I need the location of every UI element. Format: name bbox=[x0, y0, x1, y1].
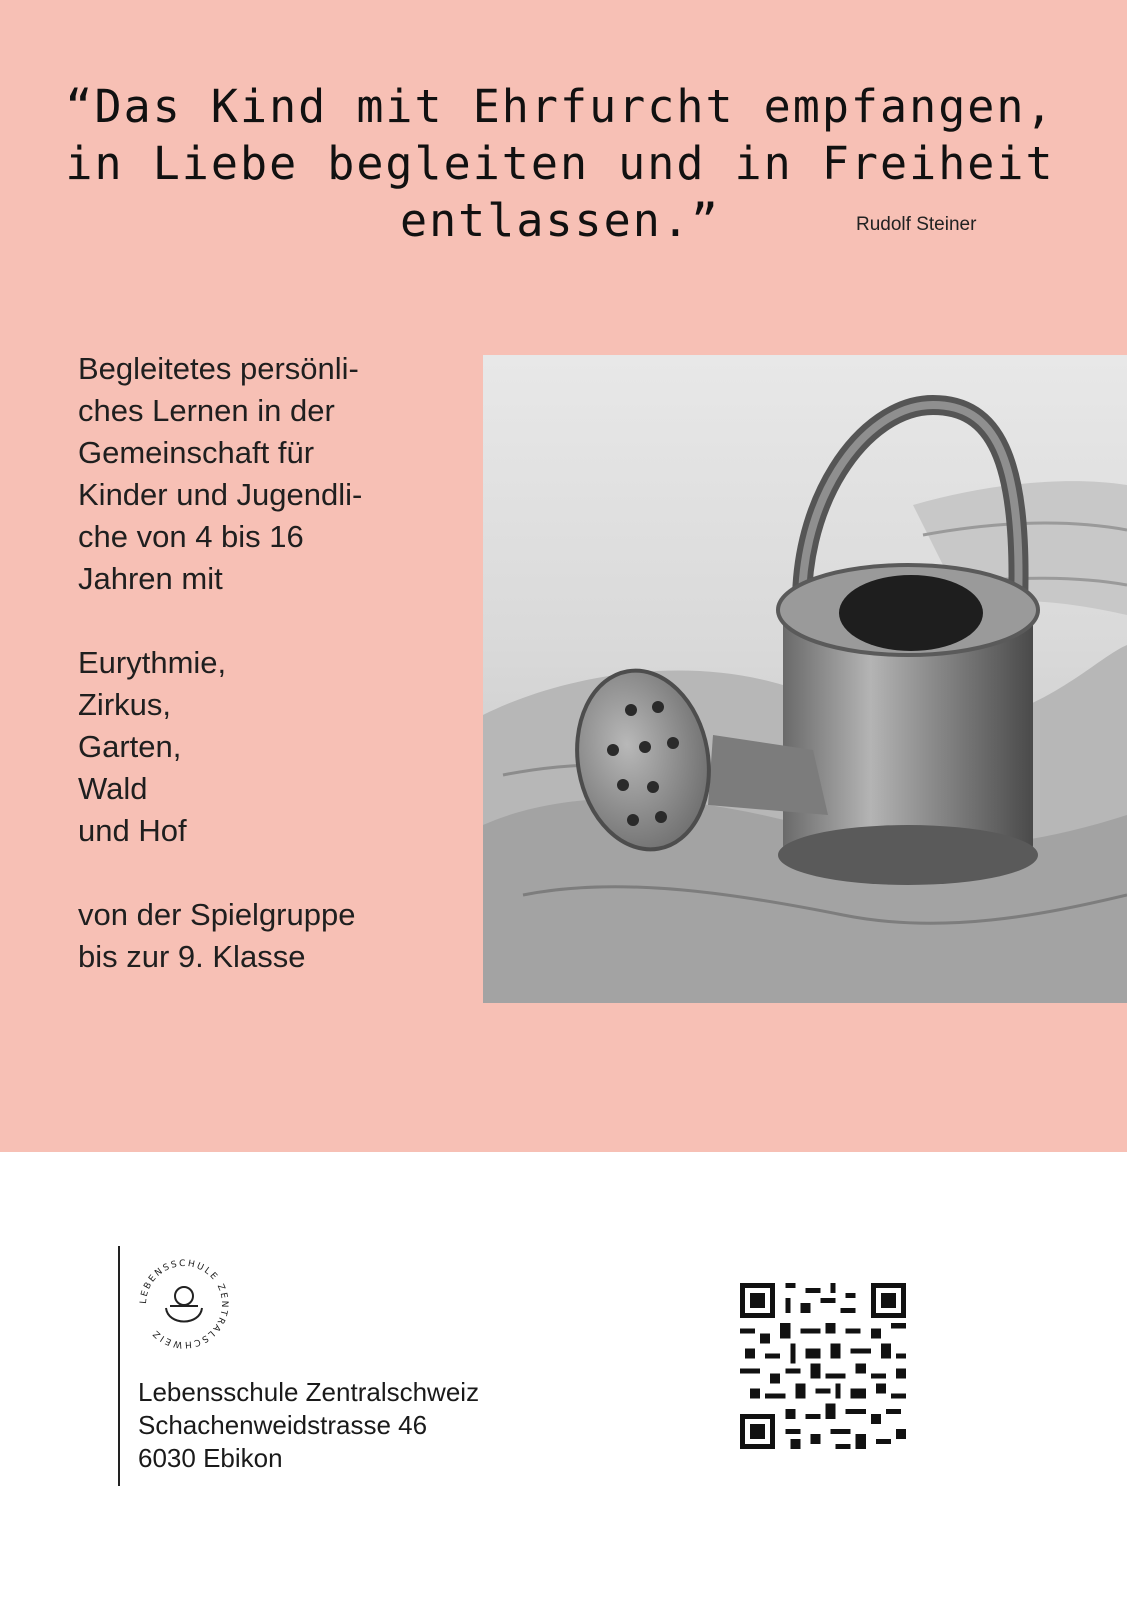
intro-line: Begleitetes persönli- bbox=[78, 351, 359, 386]
address-block bbox=[138, 1376, 479, 1475]
address-street: Schachenweidstrasse 46 bbox=[138, 1410, 428, 1440]
qr-code[interactable] bbox=[740, 1283, 906, 1449]
quote-line-3: entlassen.” bbox=[399, 194, 720, 247]
intro-line: Jahren mit bbox=[78, 561, 223, 596]
intro-line: che von 4 bis 16 bbox=[78, 519, 304, 554]
quote-line-2: in Liebe begleiten und in Freiheit bbox=[65, 137, 1055, 190]
quote-author: Rudolf Steiner bbox=[856, 214, 977, 235]
activity-item: Wald bbox=[78, 771, 148, 806]
quote-line-1: “Das Kind mit Ehrfurcht empfangen, bbox=[65, 80, 1055, 133]
intro-line: Gemeinschaft für bbox=[78, 435, 315, 470]
intro-line: Kinder und Jugendli- bbox=[78, 477, 363, 512]
range-line: bis zur 9. Klasse bbox=[78, 939, 306, 974]
logo-ring-text: LEBENSSCHULE ZENTRALSCHWEIZ bbox=[138, 1258, 230, 1350]
range-line: von der Spielgruppe bbox=[78, 897, 356, 932]
description-text bbox=[78, 348, 478, 978]
school-logo bbox=[136, 1256, 232, 1352]
activity-item: Zirkus, bbox=[78, 687, 171, 722]
watering-can-photo bbox=[483, 355, 1127, 1003]
activity-item: Garten, bbox=[78, 729, 182, 764]
intro-line: ches Lernen in der bbox=[78, 393, 335, 428]
activity-item: Eurythmie, bbox=[78, 645, 227, 680]
address-name: Lebensschule Zentralschweiz bbox=[138, 1377, 480, 1407]
footer-divider bbox=[118, 1246, 120, 1486]
activity-item: und Hof bbox=[78, 813, 187, 848]
address-city: 6030 Ebikon bbox=[138, 1443, 283, 1473]
